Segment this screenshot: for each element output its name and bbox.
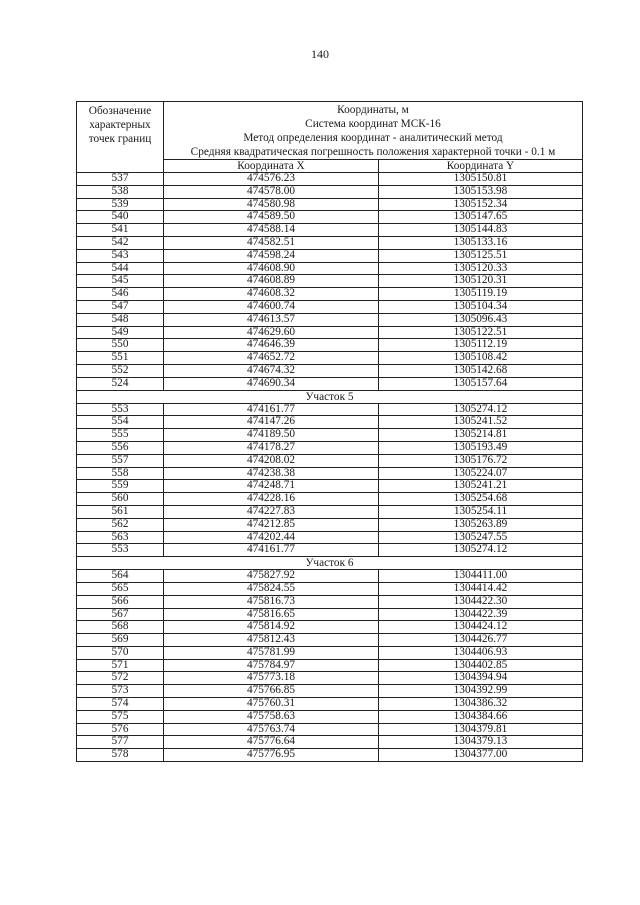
coord-y-cell: 1305254.68	[379, 493, 583, 506]
table-row	[77, 685, 583, 698]
coord-x-cell: 475784.97	[164, 659, 379, 672]
table-row	[77, 211, 583, 224]
table-row	[77, 493, 583, 506]
point-id-cell: 538	[77, 185, 164, 198]
coord-x-cell: 475827.92	[164, 570, 379, 583]
point-id-cell: 559	[77, 480, 164, 493]
table-row	[77, 173, 583, 186]
coord-x-cell: 474652.72	[164, 352, 379, 365]
table-row	[77, 454, 583, 467]
coord-y-cell: 1305274.12	[379, 403, 583, 416]
point-id-cell: 560	[77, 493, 164, 506]
coord-y-cell: 1305144.83	[379, 224, 583, 237]
coord-x-cell: 475816.65	[164, 608, 379, 621]
table-row	[77, 736, 583, 749]
point-id-cell: 568	[77, 621, 164, 634]
point-id-cell: 571	[77, 659, 164, 672]
coord-y-cell: 1304379.13	[379, 736, 583, 749]
coord-x-cell: 475814.92	[164, 621, 379, 634]
point-id-cell: 539	[77, 198, 164, 211]
coord-y-cell: 1305176.72	[379, 454, 583, 467]
coord-y-cell: 1304414.42	[379, 582, 583, 595]
point-id-cell: 554	[77, 416, 164, 429]
coord-x-cell: 475758.63	[164, 710, 379, 723]
coord-x-cell: 474582.51	[164, 236, 379, 249]
coord-y-cell: 1304422.39	[379, 608, 583, 621]
coord-y-cell: 1304386.32	[379, 698, 583, 711]
coord-x-cell: 474576.23	[164, 173, 379, 186]
coord-y-cell: 1305157.64	[379, 377, 583, 390]
meta-system: Система координат МСК-16	[305, 118, 441, 130]
coord-y-cell: 1304384.66	[379, 710, 583, 723]
table-row	[77, 698, 583, 711]
coord-x-cell: 474613.57	[164, 313, 379, 326]
coord-y-cell: 1305152.34	[379, 198, 583, 211]
coord-y-cell: 1305241.52	[379, 416, 583, 429]
table-row	[77, 672, 583, 685]
coord-x-cell: 475776.95	[164, 749, 379, 762]
coord-y-cell: 1304411.00	[379, 570, 583, 583]
point-id-cell: 541	[77, 224, 164, 237]
table-row	[77, 403, 583, 416]
coord-x-cell: 474212.85	[164, 518, 379, 531]
point-id-cell: 553	[77, 544, 164, 557]
coord-x-cell: 474674.32	[164, 364, 379, 377]
table-row	[77, 595, 583, 608]
table-row	[77, 480, 583, 493]
point-id-cell: 565	[77, 582, 164, 595]
coord-y-cell: 1305125.51	[379, 249, 583, 262]
coord-y-cell: 1305142.68	[379, 364, 583, 377]
coord-x-cell: 475781.99	[164, 646, 379, 659]
table-row	[77, 441, 583, 454]
point-id-cell: 546	[77, 288, 164, 301]
coord-y-cell: 1304424.12	[379, 621, 583, 634]
meta-accuracy: Средняя квадратическая погрешность положения характерной точки - 0.1 м	[190, 146, 556, 158]
coord-x-cell: 474178.27	[164, 441, 379, 454]
table-row	[77, 288, 583, 301]
coord-x-cell: 475776.64	[164, 736, 379, 749]
table-row	[77, 544, 583, 557]
point-id-cell: 540	[77, 211, 164, 224]
coord-x-cell: 474608.90	[164, 262, 379, 275]
table-row	[77, 236, 583, 249]
table-row	[77, 621, 583, 634]
point-id-cell: 578	[77, 749, 164, 762]
point-id-cell: 566	[77, 595, 164, 608]
point-id-cell: 553	[77, 403, 164, 416]
coord-y-cell: 1305133.16	[379, 236, 583, 249]
point-id-cell: 557	[77, 454, 164, 467]
table-row	[77, 710, 583, 723]
table-row	[77, 416, 583, 429]
coord-y-cell: 1305147.65	[379, 211, 583, 224]
page-number: 140	[311, 47, 329, 61]
coord-x-cell: 474248.71	[164, 480, 379, 493]
point-id-cell: 547	[77, 300, 164, 313]
coord-x-cell: 475773.18	[164, 672, 379, 685]
table-row	[77, 723, 583, 736]
point-id-cell: 550	[77, 339, 164, 352]
point-id-cell: 555	[77, 429, 164, 442]
coord-x-cell: 474629.60	[164, 326, 379, 339]
coord-y-cell: 1305150.81	[379, 173, 583, 186]
coord-y-cell: 1305108.42	[379, 352, 583, 365]
coord-x-cell: 474608.32	[164, 288, 379, 301]
coord-y-cell: 1305119.19	[379, 288, 583, 301]
table-row	[77, 634, 583, 647]
column-header-y: Координата Y	[379, 160, 583, 173]
coord-x-cell: 474161.77	[164, 544, 379, 557]
point-id-cell: 524	[77, 377, 164, 390]
coord-y-cell: 1305247.55	[379, 531, 583, 544]
coord-x-cell: 475763.74	[164, 723, 379, 736]
coord-x-cell: 474238.38	[164, 467, 379, 480]
coord-y-cell: 1304392.99	[379, 685, 583, 698]
point-id-cell: 549	[77, 326, 164, 339]
coord-y-cell: 1305241.21	[379, 480, 583, 493]
point-id-cell: 537	[77, 173, 164, 186]
point-id-cell: 558	[77, 467, 164, 480]
coord-x-cell: 475824.55	[164, 582, 379, 595]
table-row	[77, 198, 583, 211]
table-row	[77, 659, 583, 672]
table-row	[77, 313, 583, 326]
table-row	[77, 749, 583, 762]
section-title: Участок 6	[77, 557, 583, 570]
table-row	[77, 262, 583, 275]
coord-y-cell: 1304379.81	[379, 723, 583, 736]
coord-x-cell: 475766.85	[164, 685, 379, 698]
table-row	[77, 582, 583, 595]
coord-y-cell: 1305254.11	[379, 505, 583, 518]
coord-x-cell: 474608.89	[164, 275, 379, 288]
coord-x-cell: 474227.83	[164, 505, 379, 518]
point-id-cell: 556	[77, 441, 164, 454]
point-id-cell: 574	[77, 698, 164, 711]
coord-y-cell: 1304377.00	[379, 749, 583, 762]
table-row	[77, 505, 583, 518]
coord-x-cell: 475816.73	[164, 595, 379, 608]
coord-y-cell: 1305214.81	[379, 429, 583, 442]
table-body	[77, 173, 583, 762]
point-label-line: точек границ	[88, 133, 152, 145]
table-row	[77, 518, 583, 531]
coord-x-cell: 474588.14	[164, 224, 379, 237]
table-row	[77, 352, 583, 365]
point-id-cell: 563	[77, 531, 164, 544]
coord-x-cell: 474147.26	[164, 416, 379, 429]
coord-y-cell: 1304402.85	[379, 659, 583, 672]
point-id-cell: 572	[77, 672, 164, 685]
coordinates-table	[76, 101, 583, 762]
coord-y-cell: 1305224.07	[379, 467, 583, 480]
coord-y-cell: 1305112.19	[379, 339, 583, 352]
coord-y-cell: 1305153.98	[379, 185, 583, 198]
coord-y-cell: 1304406.93	[379, 646, 583, 659]
table-row	[77, 364, 583, 377]
coord-y-cell: 1305096.43	[379, 313, 583, 326]
table-row	[77, 570, 583, 583]
section-title: Участок 5	[77, 390, 583, 403]
table-row	[77, 339, 583, 352]
section-row	[77, 557, 583, 570]
coord-x-cell: 474600.74	[164, 300, 379, 313]
table-row	[77, 429, 583, 442]
coord-x-cell: 474690.34	[164, 377, 379, 390]
coord-x-cell: 474578.00	[164, 185, 379, 198]
coord-x-cell: 474161.77	[164, 403, 379, 416]
coord-y-cell: 1305263.89	[379, 518, 583, 531]
point-label-header	[77, 102, 164, 173]
table-row	[77, 249, 583, 262]
point-id-cell: 569	[77, 634, 164, 647]
meta-units: Координаты, м	[337, 104, 409, 116]
column-header-x: Координата X	[164, 160, 379, 173]
section-row	[77, 390, 583, 403]
coord-y-cell: 1305193.49	[379, 441, 583, 454]
coordinates-meta-header	[164, 102, 583, 160]
table-row	[77, 531, 583, 544]
point-id-cell: 567	[77, 608, 164, 621]
point-id-cell: 573	[77, 685, 164, 698]
table-row	[77, 185, 583, 198]
point-id-cell: 543	[77, 249, 164, 262]
point-id-cell: 548	[77, 313, 164, 326]
point-id-cell: 552	[77, 364, 164, 377]
meta-method: Метод определения координат - аналитический метод	[243, 132, 503, 144]
table-row	[77, 646, 583, 659]
coord-x-cell: 474589.50	[164, 211, 379, 224]
coord-x-cell: 474580.98	[164, 198, 379, 211]
point-id-cell: 577	[77, 736, 164, 749]
point-id-cell: 542	[77, 236, 164, 249]
coord-y-cell: 1305274.12	[379, 544, 583, 557]
coord-x-cell: 475812.43	[164, 634, 379, 647]
table-row	[77, 300, 583, 313]
coord-y-cell: 1304426.77	[379, 634, 583, 647]
point-id-cell: 564	[77, 570, 164, 583]
point-label-line: характерных	[89, 119, 151, 131]
coord-x-cell: 474189.50	[164, 429, 379, 442]
point-id-cell: 545	[77, 275, 164, 288]
coord-x-cell: 474646.39	[164, 339, 379, 352]
coord-x-cell: 474202.44	[164, 531, 379, 544]
point-id-cell: 551	[77, 352, 164, 365]
coord-y-cell: 1304394.94	[379, 672, 583, 685]
table-row	[77, 224, 583, 237]
point-id-cell: 570	[77, 646, 164, 659]
table-row	[77, 275, 583, 288]
coord-x-cell: 474208.02	[164, 454, 379, 467]
coord-y-cell: 1305122.51	[379, 326, 583, 339]
coord-x-cell: 475760.31	[164, 698, 379, 711]
table-row	[77, 608, 583, 621]
coord-y-cell: 1305104.34	[379, 300, 583, 313]
point-id-cell: 575	[77, 710, 164, 723]
table-header-row	[77, 102, 583, 160]
coord-y-cell: 1305120.33	[379, 262, 583, 275]
point-label-line: Обозначение	[88, 105, 152, 117]
table-row	[77, 326, 583, 339]
table-row	[77, 467, 583, 480]
point-id-cell: 561	[77, 505, 164, 518]
point-id-cell: 544	[77, 262, 164, 275]
point-id-cell: 576	[77, 723, 164, 736]
coord-x-cell: 474228.16	[164, 493, 379, 506]
coord-x-cell: 474598.24	[164, 249, 379, 262]
point-id-cell: 562	[77, 518, 164, 531]
table-row	[77, 377, 583, 390]
coord-y-cell: 1304422.30	[379, 595, 583, 608]
coord-y-cell: 1305120.31	[379, 275, 583, 288]
